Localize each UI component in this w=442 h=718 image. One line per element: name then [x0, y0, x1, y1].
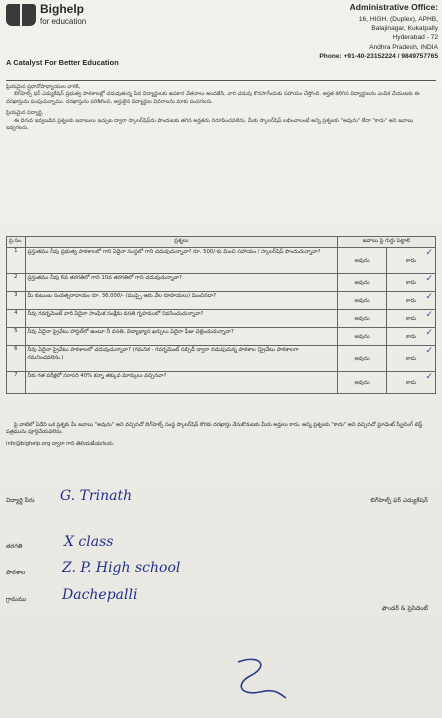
- yes-option[interactable]: అవును: [338, 328, 387, 346]
- header-divider: [6, 80, 436, 81]
- yes-option[interactable]: అవును: [338, 346, 387, 372]
- address-line: Andhra Pradesh, INDIA: [369, 43, 438, 51]
- checkmark-icon: ✓: [425, 248, 433, 258]
- yes-option[interactable]: అవును: [338, 310, 387, 328]
- brand-name: Bighelp: [40, 2, 84, 16]
- greeting: ప్రియమైన ప్రధానోపాధ్యాయుల వారికి,: [6, 84, 81, 90]
- checkmark-icon: ✓: [425, 274, 433, 284]
- checkmark-icon: ✓: [425, 292, 433, 302]
- table-row: [7, 292, 436, 310]
- no-label: కాదు: [405, 297, 417, 304]
- questions-table: [6, 236, 436, 394]
- book-logo-icon: [6, 4, 36, 26]
- table-row: [7, 346, 436, 372]
- row-number: 2: [7, 274, 26, 292]
- signature-scribble: [230, 652, 290, 702]
- email-note: info@bighelp.org ద్వారా గాని తెలియజేయగలరు.: [6, 440, 115, 447]
- school-value[interactable]: Z. P. High school: [62, 560, 181, 576]
- letterhead: [0, 0, 442, 82]
- no-label: కాదు: [405, 257, 417, 264]
- checkmark-icon: ✓: [425, 328, 433, 338]
- village-label: గ్రామము: [6, 596, 27, 603]
- founder-signature-label: ఫౌండర్ & ప్రెసిడెంట్: [381, 605, 428, 612]
- footer-notes: [6, 422, 436, 448]
- address-line: Hyderabad - 72: [392, 34, 438, 42]
- row-question: నీవు ఏదైనా ప్రైవేటు పాఠశాలలో చదువుచున్నావా? (గమనిక - గవర్నమెంట్ సబ్సిడీ ద్వారా నడుపుచున్న పాఠశాల (ప్రైవేటు పాఠశాలగా గమనించవలెను.): [25, 346, 337, 372]
- student-greeting: ప్రియమైన విద్యార్థి,: [6, 110, 44, 117]
- yes-option[interactable]: అవును: [338, 292, 387, 310]
- instruction-paragraph: ఈ దిగువ ఇవ్వబడిన ప్రశ్నలకు జవాబులు ఇచ్చుట ద్వారా స్కాలర్‌షిప్‌ను పొందుటకు తగిన అర్హతను నిరూపించవలెను. మీకు స్కాలర్‌షిప్ లభించాలంటే అన్ని ప్రశ్నలకు "అవును" లేదా "కాదు" అని జవాబు ఇవ్వగలరు.: [6, 117, 414, 132]
- yes-option[interactable]: అవును: [338, 248, 387, 274]
- table-row: [7, 274, 436, 292]
- table-header-row: [7, 237, 436, 248]
- no-label: కాదు: [405, 333, 417, 340]
- col-answer-header: జవాబు పై గుర్తు పెట్టాలి: [338, 237, 436, 248]
- tagline: A Catalyst For Better Education: [6, 58, 119, 67]
- yes-option[interactable]: అవును: [338, 372, 387, 394]
- no-option[interactable]: [387, 248, 436, 274]
- row-question: ప్రస్తుతము నీవు 6వ తరగతిలో గాని 10వ తరగతిలో గాని చదువుచున్నావా?: [25, 274, 337, 292]
- student-name-label: విద్యార్థి పేరు: [6, 497, 35, 504]
- intro-paragraph: బిగ్‌హెల్ప్ ఫర్ ఎడ్యుకేషన్ ప్రభుత్వ పాఠశాలల్లో చదువుతున్న పేద విద్యార్థులకు ఉపకార వేతనాలు అందజేసి, వారి చదువు కొనసాగేందుకు సహాయం చేస్తోంది. అర్హత కలిగిన విద్యార్థులను ఎంపిక చేయుటకు ఈ దరఖాస్తును పంపుచున్నాము. దరఖాస్తును పరిశీలించి, అర్హులైన విద్యార్థుల వివరాలను మాకు పంపగలరు.: [6, 91, 420, 105]
- row-number: 5: [7, 328, 26, 346]
- no-label: కాదు: [405, 315, 417, 322]
- checkmark-icon: ✓: [425, 346, 433, 356]
- student-name-value[interactable]: G. Trinath: [60, 488, 133, 504]
- village-value[interactable]: Dachepalli: [62, 587, 138, 603]
- brand-subtitle: for education: [40, 17, 87, 26]
- org-signature-label: బిగ్‌హెల్ప్ ఫర్ ఎడ్యుకేషన్: [370, 497, 428, 504]
- table-row: [7, 310, 436, 328]
- row-number: 6: [7, 346, 26, 372]
- row-question: నీవు గవర్నమెంట్ వారి ఏదైనా సాంఘిక సంక్షేమ వసతి గృహములో నివసించుచున్నావా?: [25, 310, 337, 328]
- checkmark-icon: ✓: [425, 372, 433, 382]
- no-option[interactable]: [387, 310, 436, 328]
- table-row: [7, 248, 436, 274]
- letter-body: [6, 84, 436, 136]
- class-value[interactable]: X class: [64, 534, 114, 550]
- row-number: 3: [7, 292, 26, 310]
- address-line: 16, HIGH. (Duplex), APHB,: [358, 16, 438, 23]
- class-label: తరగతి: [6, 543, 23, 550]
- no-option[interactable]: [387, 274, 436, 292]
- no-label: కాదు: [405, 279, 417, 286]
- row-number: 7: [7, 372, 26, 394]
- yes-option[interactable]: అవును: [338, 274, 387, 292]
- row-question: నీకు గత పరీక్షలో సరాసరి 40% కన్నా తక్కువ మార్కులు వచ్చినవా?: [25, 372, 337, 394]
- table-row: [7, 328, 436, 346]
- col-number-header: ప్ర.సం.: [7, 237, 26, 248]
- office-title: Administrative Office:: [349, 2, 438, 12]
- checkmark-icon: ✓: [425, 310, 433, 320]
- no-option[interactable]: [387, 328, 436, 346]
- row-question: మీ కుటుంబ సంవత్సరాదాయం రూ. 36,000/- (ముప్పై ఆరు వేల రూపాయలు) మించినదా?: [25, 292, 337, 310]
- row-question: నీవు ఏదైనా ప్రైవేటు హాస్టల్‌లో ఉంటూ నీ వసతి, విద్యాభ్యాస ఖర్చులు ఏదైనా ఫీజు చెల్లించుచున్నావా?: [25, 328, 337, 346]
- no-label: కాదు: [405, 379, 417, 386]
- row-question: ప్రస్తుతము నీవు ప్రభుత్వ పాఠశాలలో గాని ఏదైనా సంస్థలో గాని చదువుచున్నావా? రూ. 500/-కు మించి సహాయం / స్కాలర్‌షిప్ పొందుచున్నావా?: [25, 248, 337, 274]
- row-number: 1: [7, 248, 26, 274]
- school-label: పాఠశాల: [6, 569, 26, 576]
- no-option[interactable]: [387, 372, 436, 394]
- row-number: 4: [7, 310, 26, 328]
- phone-line: Phone: +91-40-23152224 / 9849757765: [319, 52, 438, 60]
- col-question-header: ప్రశ్నలు: [25, 237, 337, 248]
- table-row: [7, 372, 436, 394]
- address-line: Balajinagar, Kukatpally: [371, 25, 438, 33]
- no-option[interactable]: [387, 292, 436, 310]
- no-option[interactable]: [387, 346, 436, 372]
- no-label: కాదు: [405, 355, 417, 362]
- office-address: [319, 2, 438, 61]
- eligibility-note: పై వాటిలో ఏదేని ఒక ప్రశ్నకు మీ జవాబు "అవును" అని వచ్చినచో బిగ్‌హెల్ప్ సంస్థ స్కాలర్‌షిప్ కొరకు దరఖాస్తు చేసుకొనుటకు మీరు అర్హులు కారు. అన్ని ప్రశ్నలకు "కాదు" అని వచ్చినచో స్టూడెంట్ స్క్రీనింగ్ టెస్ట్ పత్రమును పూర్తిచేయవలెను.: [6, 422, 423, 436]
